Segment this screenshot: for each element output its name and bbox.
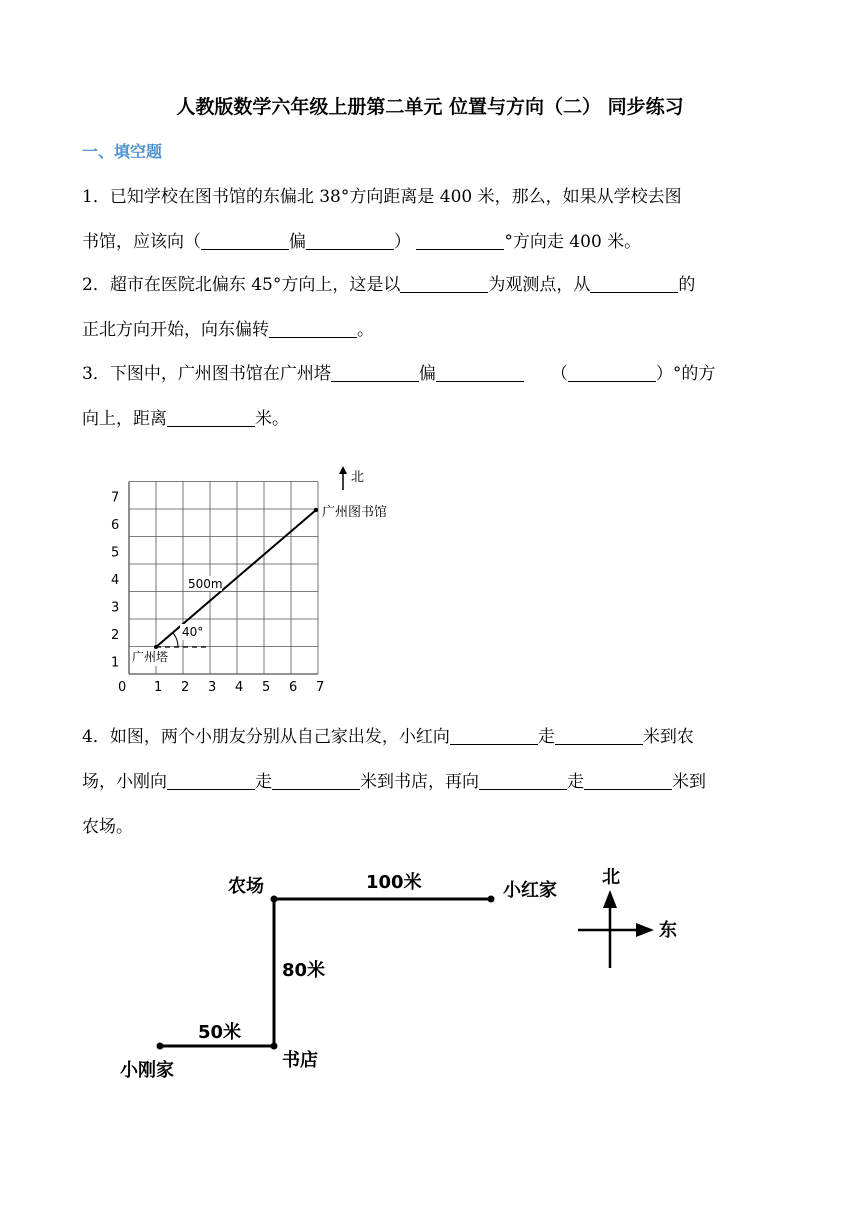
x-tick-label: 1: [154, 680, 163, 695]
xiaogang-home-label: 小刚家: [120, 1060, 174, 1081]
bookstore-label: 书店: [282, 1050, 318, 1071]
x-tick-label: 5: [262, 680, 271, 695]
answer-blank[interactable]: [416, 231, 504, 250]
answer-blank[interactable]: [436, 363, 524, 382]
x-axis-ticks: [118, 680, 324, 695]
answer-blank[interactable]: [400, 274, 488, 293]
q4-text: 4．如图，两个小朋友分别从自己家出发，小红向: [82, 727, 450, 747]
q4-text: 走: [537, 727, 555, 747]
farm-dot: [271, 896, 278, 903]
y-tick-label: 6: [111, 518, 120, 533]
answer-blank[interactable]: [590, 274, 678, 293]
y-tick-label: 1: [111, 655, 120, 671]
q3-line-2: [82, 397, 782, 442]
xiaogang-home-dot: [157, 1043, 164, 1050]
y-tick-label: 4: [111, 573, 120, 588]
q4-text: 走: [567, 772, 584, 792]
answer-blank[interactable]: [331, 363, 419, 382]
angle-arc: [173, 633, 178, 647]
farm-label: 农场: [228, 876, 264, 897]
x-tick-label: 0: [118, 680, 127, 695]
x-tick-label: 6: [289, 680, 298, 695]
answer-blank[interactable]: [306, 231, 394, 250]
q3-text: 偏: [418, 364, 436, 384]
y-axis-ticks: [111, 491, 119, 671]
q2-text: 2．超市在医院北偏东 45°方向上，这是以: [82, 275, 401, 295]
q3-text: ）°的方: [655, 364, 716, 384]
q4-line-2: [82, 760, 782, 805]
q3-line-1: [82, 352, 782, 397]
q1-text: 书馆，应该向（: [82, 232, 201, 252]
answer-blank[interactable]: [201, 231, 289, 250]
q4-text: 走: [255, 772, 272, 792]
start-label: 广州塔: [132, 650, 169, 664]
dist-vertical-label: 80米: [282, 960, 326, 981]
compass-east-label: 东: [659, 920, 677, 941]
answer-blank[interactable]: [479, 771, 567, 790]
north-label: 北: [351, 470, 365, 485]
q1-text: °方向走 400 米。: [504, 232, 642, 252]
section-heading: 一、填空题: [82, 142, 163, 161]
answer-blank[interactable]: [167, 771, 255, 790]
question-3: [82, 352, 782, 442]
compass-east-head: [636, 923, 654, 937]
xiaohong-home-label: 小红家: [503, 880, 557, 901]
page-title: 人教版数学六年级上册第二单元 位置与方向（二） 同步练习: [176, 96, 684, 118]
q4-line-3: 农场。: [82, 817, 133, 837]
q3-text: （: [550, 364, 568, 384]
x-tick-label: 3: [208, 680, 217, 695]
dist-bottom-label: 50米: [198, 1022, 242, 1043]
q2-line-2: [82, 308, 782, 353]
q1-line-2: [82, 220, 782, 265]
question-1: [82, 175, 782, 265]
q4-text: 米到书店，再向: [360, 772, 479, 792]
bookstore-dot: [271, 1043, 278, 1050]
q2-text: 为观测点，从: [488, 275, 591, 295]
answer-blank[interactable]: [568, 363, 656, 382]
route-map: [100, 850, 720, 1100]
x-tick-label: 7: [316, 680, 325, 695]
q2-text: 正北方向开始，向东偏转: [82, 320, 269, 340]
q2-line-1: [82, 263, 782, 308]
grid-diagram: [100, 462, 420, 702]
end-label: 广州图书馆: [322, 505, 388, 520]
compass-north-head: [603, 890, 617, 908]
distance-label: 500m: [188, 577, 223, 591]
compass-north-label: 北: [602, 867, 620, 888]
angle-label: 40°: [182, 625, 204, 639]
q2-text: 。: [357, 320, 374, 340]
end-point: [314, 508, 318, 512]
answer-blank[interactable]: [450, 726, 538, 745]
xiaohong-home-dot: [488, 896, 495, 903]
answer-blank[interactable]: [584, 771, 672, 790]
q1-line-1: 1．已知学校在图书馆的东偏北 38°方向距离是 400 米，那么，如果从学校去图: [82, 187, 682, 207]
q1-text: ）: [394, 232, 411, 252]
q1-text: 偏: [289, 232, 306, 252]
q3-text: 米。: [255, 409, 289, 429]
answer-blank[interactable]: [167, 408, 255, 427]
x-tick-label: 2: [181, 680, 190, 695]
dist-top-label: 100米: [366, 872, 422, 893]
north-arrow-head: [339, 466, 347, 474]
q3-text: 向上，距离: [82, 409, 167, 429]
q4-text: 场，小刚向: [82, 772, 167, 792]
answer-blank[interactable]: [555, 726, 643, 745]
q2-text: 的: [678, 275, 696, 295]
answer-blank[interactable]: [269, 319, 357, 338]
y-tick-label: 5: [111, 545, 120, 561]
q4-text: 米到: [672, 772, 706, 792]
q4-text: 米到农: [642, 727, 694, 747]
y-tick-label: 7: [111, 490, 120, 506]
q3-text: 3．下图中，广州图书馆在广州塔: [82, 364, 331, 384]
question-4: [82, 715, 782, 850]
y-tick-label: 2: [111, 628, 120, 643]
answer-blank[interactable]: [272, 771, 360, 790]
question-2: [82, 263, 782, 353]
q4-line-1: [82, 715, 782, 760]
x-tick-label: 4: [235, 680, 244, 695]
y-tick-label: 3: [111, 600, 120, 616]
